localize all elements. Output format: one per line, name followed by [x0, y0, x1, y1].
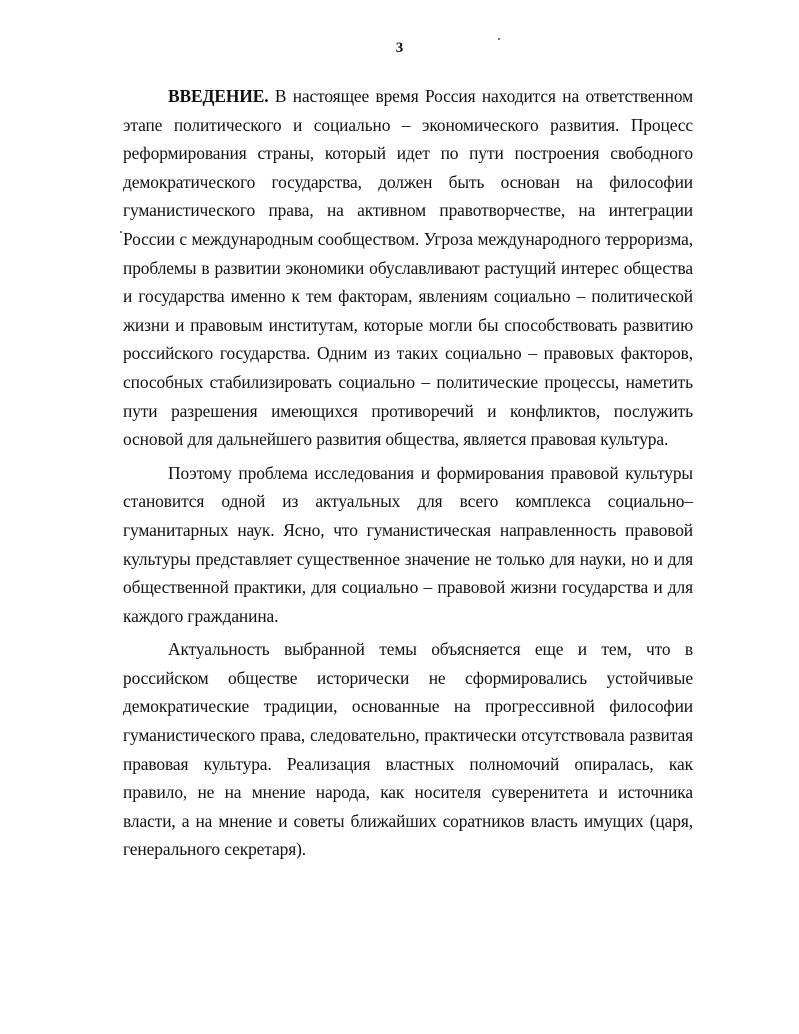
page-number: 3 [395, 40, 404, 56]
intro-paragraph-text: В настоящее время Россия находится на ответственном этапе политического и социально – экономического развития. Процесс реформирования страны, который идет по пути построения свободного демократического государства, должен быть основан на философии гуманистического права, на активном правотворчестве, на интеграции России с международным сообществом. Угроза международного терроризма, проблемы в развитии экономики обуславливают растущий интерес общества и государства именно к тем факторам, явлениям социально – политической жизни и правовым институтам, которые могли бы способствовать развитию российского государства. Одним из таких социально – правовых факторов, способных стабилизировать социально – политические процессы, наметить пути разрешения имеющихся противоречий и конфликтов, послужить основой для дальнейшего развития общества, является правовая культура. [123, 86, 693, 450]
scan-speck [498, 38, 500, 40]
problem-paragraph: Поэтому проблема исследования и формирования правовой культуры становится одной из актуальных для всего комплекса социально–гуманитарных наук. Ясно, что гуманистическая направленность правовой культуры представляет существенное значение не только для науки, но и для общественной практики, для социально – правовой жизни государства и для каждого гражданина. [123, 462, 693, 626]
section-heading: ВВЕДЕНИЕ. [168, 86, 269, 106]
intro-paragraph [123, 82, 693, 454]
relevance-paragraph: Актуальность выбранной темы объясняется еще и тем, что в российском обществе исторически не сформировались устойчивые демократические традиции, основанные на прогрессивной философии гуманистического права, следовательно, практически отсутствовала развитая правовая культура. Реализация властных полномочий опиралась, как правило, не на мнение народа, как носителя суверенитета и источника власти, а на мнение и советы ближайших соратников власть имущих (царя, генерального секретаря). [123, 639, 693, 860]
scan-speck [120, 231, 122, 233]
document-body [123, 82, 693, 864]
